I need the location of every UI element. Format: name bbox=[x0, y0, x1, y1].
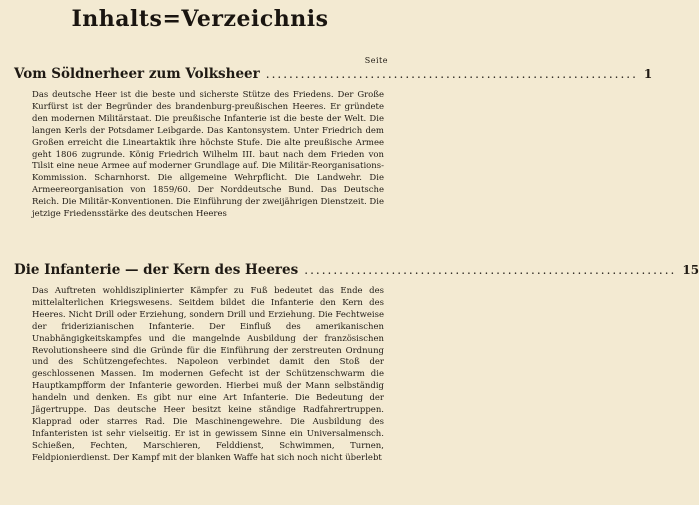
dot-leader: ................................................................ bbox=[265, 67, 638, 81]
page-column-label: Seite bbox=[364, 56, 388, 65]
toc-entry-heading bbox=[14, 66, 653, 82]
toc-entry bbox=[14, 262, 699, 465]
toc-entry-title: Die Infanterie — der Kern des Heeres bbox=[14, 262, 299, 278]
toc-entry-summary: Das deutsche Heer ist die beste und sicherste Stütze des Friedens. Der Große Kurfürst ist der Begründer des brandenburg-preußischen Heeres. Er gründete den modernen Militärstaat. Die preußische Infanterie ist die beste der Welt. Die langen Kerls der Potsdamer Leibgarde. Das Kantonsystem. Unter Friedrich dem Großen erreicht die Lineartaktik ihre höchste Stufe. Die alte preußische Armee geht 1806 zugrunde. König Friedrich Wilhelm III. baut nach dem Frieden von Tilsit eine neue Armee auf moderner Grundlage auf. Die Militär-Reorganisations-Kommission. Scharnhorst. Die allgemeine Wehrpflicht. Die Landwehr. Die Armeereorganisation von 1859/60. Der Norddeutsche Bund. Das Deutsche Reich. Die Militär-Konventionen. Die Einführung der zweijährigen Dienstzeit. Die jetzige Friedensstärke des deutschen Heeres bbox=[32, 90, 384, 220]
toc-page-number: 1 bbox=[643, 67, 653, 81]
toc-entry-heading bbox=[14, 262, 699, 278]
toc-entry-title: Vom Söldnerheer zum Volksheer bbox=[14, 66, 260, 82]
page-title: Inhalts=Verzeichnis bbox=[71, 6, 329, 32]
toc-entry bbox=[14, 66, 653, 221]
dot-leader: ................................................................ bbox=[304, 263, 677, 277]
toc-page-number: 15 bbox=[682, 263, 699, 277]
toc-entry-summary: Das Auftreten wohldisziplinierter Kämpfer zu Fuß bedeutet das Ende des mittelalterlichen Kriegswesens. Seitdem bildet die Infanterie den Kern des Heeres. Nicht Drill oder Erziehung, sondern Drill und Erziehung. Die Fechtweise der friderizianischen Infanterie. Der Einfluß des amerikanischen Unabhängigkeitskampfes und die mangelnde Ausbildung der französischen Revolutionsheere sind die Gründe für die Einführung der zerstreuten Ordnung und des Schützengefechtes. Napoleon verbindet damit den Stoß der geschlossenen Massen. Im modernen Gefecht ist der Schützenschwarm die Hauptkampfform der Infanterie geworden. Hierbei muß der Mann selbständig handeln und denken. Es gibt nur eine Art Infanterie. Die Bedeutung der Jägertruppe. Das deutsche Heer besitzt keine ständige Radfahrertruppen. Klapprad oder starres Rad. Die Maschinengewehre. Die Ausbildung des Infanteristen ist sehr vielseitig. Er ist in gewissem Sinne ein Universalmensch. Schießen, Fechten, Marschieren, Felddienst, Schwimmen, Turnen, Feldpionierdienst. Der Kampf mit der blanken Waffe hat sich noch nicht überlebt bbox=[32, 286, 384, 463]
